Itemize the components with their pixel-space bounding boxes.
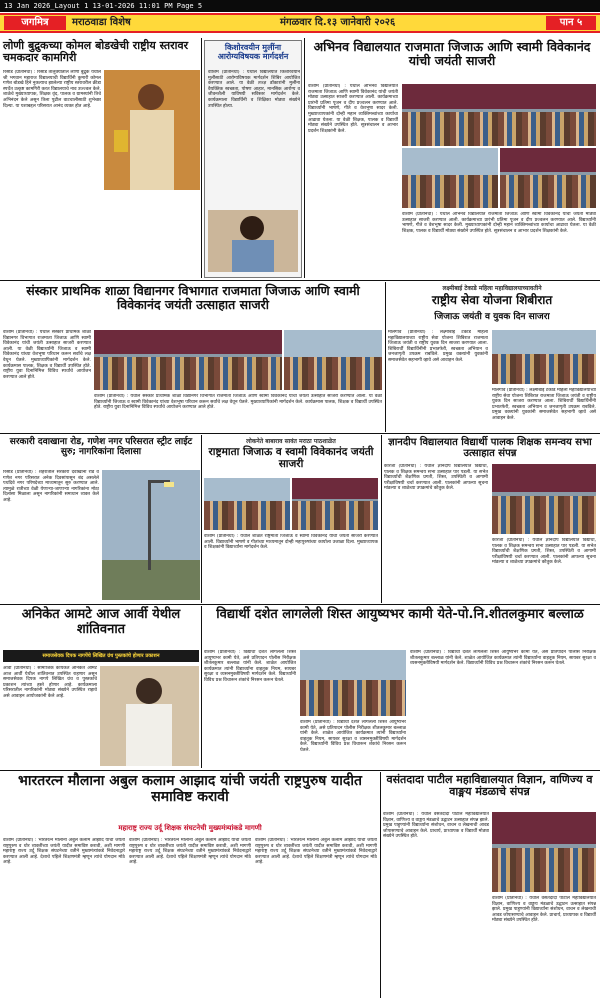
story7-body: वाशीम (प्रतिनिधी) : येथील शाळेत राष्ट्रमाता जिजाऊ व स्वामी विवेकानंद यांची जयंती साजरी करण्यात आली. विद्यार्थ्यांनी भाषणे व गीतांच्या माध्यमातून दोन्ही महापुरुषांच्या कार्याला उजाळा दिला. मुख्याध्यापक व शिक्षकांनी विद्यार्थ्यांना मार्गदर्शन केले. (204, 534, 378, 551)
story4-photo-1 (94, 330, 282, 390)
issue-date: मंगळवार दि.१३ जानेवारी २०२६ (280, 17, 396, 28)
column-rule (385, 282, 386, 432)
story11-body-col3: वाशीम (प्रतिनिधी) : भारतरत्न मौलाना अबुल कलाम आझाद यांची जयंती राष्ट्रपुरुष व थोर व्यक्तींच्या जयंती यादीत समाविष्ट करावी, अशी मागणी महाराष्ट्र राज्य उर्दू शिक्षक संघटनेच्या वतीने मुख्यमंत्र्यांकडे निवेदनाद्वारे करण्यात आली आहे. देशाचे पहिले शिक्षणमंत्री म्हणून त्यांचे योगदान मोठे आहे. (255, 838, 377, 866)
story3-photo-2 (402, 148, 498, 208)
story3-photo-1 (402, 84, 596, 146)
column-rule (201, 606, 202, 768)
story10-headline: विद्यार्थी दशेत लागलेली शिस्त आयुष्यभर कामी येते-पो.नि.शीतलकुमार बल्लाळ (216, 607, 584, 622)
story2-body: वाशिम (प्रतिनिधी) : येथील विद्यालयात किशोरवयीन मुलींसाठी आरोग्यविषयक मार्गदर्शन शिबिर आयोजित करण्यात आले. या वेळी तज्ज्ञ डॉक्टरांनी मुलींना वैयक्तिक स्वच्छता, पोषण आहार, मानसिक आरोग्य व जीवनशैली याविषयी सविस्तर मार्गदर्शन केले. कार्यक्रमाला विद्यार्थिनी व शिक्षिका मोठ्या संख्येने उपस्थित होत्या. (208, 70, 300, 109)
story5-kicker: लक्ष्मीबाई टेकाडे महिला महाविद्यालयाच्यावतीने (442, 285, 542, 292)
story7-photo-1 (204, 478, 290, 530)
story8-headline: ज्ञानदीप विद्यालयात विद्यार्थी पालक शिक्षक समन्वय सभा उत्साहात संपन्न (388, 437, 592, 460)
story5-body-cont: मालेगाव (प्रतिनिधी) : लक्ष्मीबाई टेकाडे महिला महाविद्यालयाच्या राष्ट्रीय सेवा योजना शिबिरात राजमाता जिजाऊ जयंती व राष्ट्रीय युवक दिन साजरा करण्यात आला. शिबिरार्थी विद्यार्थिनींनी प्रभातफेरी, स्वच्छता अभियान व जनजागृती उपक्रम राबविले. प्रमुख वक्त्यांनी युवकांनी समाजसेवेत सहभागी व्हावे असे आवाहन केले. (492, 388, 596, 421)
story12-body-cont: वाशीम (प्रतिनिधी) : येथील वसंतदादा पाटील महाविद्यालयात विज्ञान, वाणिज्य व वाङ्मय मंडळाचे उद्घाटन उत्साहात संपन्न झाले. प्रमुख पाहुण्यांनी विद्यार्थ्यांना संशोधन, वाचन व लेखनाची आवड जोपासण्याचे आवाहन केले. प्राचार्य, प्राध्यापक व विद्यार्थी मोठ्या संख्येने उपस्थित होते. (492, 896, 596, 924)
story12-photo (492, 812, 596, 892)
row-rule (0, 280, 600, 281)
masthead (0, 13, 600, 33)
story3-body-cont: वाशीम (प्रतिनिधी) : येथील अभिनव विद्यालयात राजमाता जिजाऊ आणि स्वामी विवेकानंद यांची जयंती मोठ्या उत्साहात साजरी करण्यात आली. कार्यक्रमाच्या प्रारंभी प्रतिमा पूजन व दीप प्रज्वलन करण्यात आले. विद्यार्थ्यांनी भाषणे, गीते व वेशभूषा सादर केली. मुख्याध्यापकांनी दोन्ही महान व्यक्तिमत्त्वांच्या कार्याचा आढावा घेतला. या वेळी शिक्षक, पालक व विद्यार्थी मोठ्या संख्येने उपस्थित होते. सूत्रसंचालन व आभार प्रदर्शन शिक्षकांनी केले. (402, 212, 596, 234)
story8-body: कारंजा (प्रतिनिधी) : येथील ज्ञानदीप विद्यालयात विद्यार्थी, पालक व शिक्षक समन्वय सभा उत्साहात पार पडली. या सभेत विद्यार्थ्यांची शैक्षणिक प्रगती, शिस्त, उपस्थिती व आगामी परीक्षांविषयी चर्चा करण्यात आली. पालकांनी आपल्या सूचना मांडल्या व शाळेच्या उपक्रमांचे कौतुक केले. (384, 464, 488, 492)
story4-headline: संस्कार प्राथमिक शाळा विद्यानगर विभागात राजमाता जिजाऊ आणि स्वामी विवेकानंद जयंती उत्साहात साजरी (26, 283, 360, 312)
story1-photo (104, 70, 200, 190)
story10-body: वाशीम (प्रतिनिधी) : विद्यार्थी दशेत लागलेली शिस्त आयुष्यभर कामी येते, असे प्रतिपादन पोलीस निरीक्षक शीतलकुमार बल्लाळ यांनी केले. शाळेत आयोजित कार्यक्रमात त्यांनी विद्यार्थ्यांना वाहतूक नियम, सायबर सुरक्षा व व्यसनमुक्तीविषयी मार्गदर्शन केले. विद्यार्थ्यांनी विविध प्रश्न विचारून शंकांचे निरसन करून घेतले. (204, 650, 296, 683)
story4-body-cont: वाशीम (प्रतिनिधी) : येथील संस्कार प्राथमिक शाळा विद्यानगर विभागात राजमाता जिजाऊ आणि स्वामी विवेकानंद यांची जयंती उत्साहात साजरी करण्यात आली. या वेळी विद्यार्थ्यांनी जिजाऊ व स्वामी विवेकानंद यांच्या वेशभूषा परिधान करून सर्वांचे लक्ष वेधून घेतले. मुख्याध्यापिकांनी मार्गदर्शन केले. कार्यक्रमास पालक, शिक्षक व विद्यार्थी उपस्थित होते. राष्ट्रीय युवा दिनानिमित्त विविध स्पर्धांचे आयोजन करण्यात आले होते. (94, 394, 382, 411)
story9-strip: समाजसेवक दिपक नागपेंचे लिखित ग्रंथ पुस्तकांचे होणार प्रकाशन (3, 650, 199, 662)
row-rule (0, 433, 600, 434)
column-rule (380, 772, 381, 998)
story2-headline: किशोरवयीन मुलींना आरोग्यविषयक मार्गदर्शन (217, 43, 289, 61)
story1-headline: लोणी बुद्रुकच्या कोमल बोडखेची राष्ट्रीय स्तरावर चमकदार कामगिरी (3, 39, 189, 65)
page-number: पान ५ (546, 16, 596, 30)
story6-photo (102, 470, 200, 600)
story3-body: वाशीम (प्रतिनिधी) : येथील अभिनव विद्यालयात राजमाता जिजाऊ आणि स्वामी विवेकानंद यांची जयंती मोठ्या उत्साहात साजरी करण्यात आली. कार्यक्रमाच्या प्रारंभी प्रतिमा पूजन व दीप प्रज्वलन करण्यात आले. विद्यार्थ्यांनी भाषणे, गीते व वेशभूषा सादर केली. मुख्याध्यापकांनी दोन्ही महान व्यक्तिमत्त्वांच्या कार्याचा आढावा घेतला. या वेळी शिक्षक, पालक व विद्यार्थी मोठ्या संख्येने उपस्थित होते. सूत्रसंचालन व आभार प्रदर्शन शिक्षकांनी केले. (308, 84, 398, 134)
story3-photo-3 (500, 148, 596, 208)
story12-headline: वसंतदादा पाटील महाविद्यालयात विज्ञान, वाणिज्य व वाङ्मय मंडळाचे संपन्न (386, 773, 593, 799)
story11-body-col2: वाशीम (प्रतिनिधी) : भारतरत्न मौलाना अबुल कलाम आझाद यांची जयंती राष्ट्रपुरुष व थोर व्यक्तींच्या जयंती यादीत समाविष्ट करावी, अशी मागणी महाराष्ट्र राज्य उर्दू शिक्षक संघटनेच्या वतीने मुख्यमंत्र्यांकडे निवेदनाद्वारे करण्यात आली आहे. देशाचे पहिले शिक्षणमंत्री म्हणून त्यांचे योगदान मोठे आहे. (129, 838, 251, 866)
column-rule (201, 435, 202, 603)
story9-photo (100, 666, 199, 766)
row-rule (0, 770, 600, 771)
row-rule (0, 604, 600, 605)
story5-body: मालेगाव (प्रतिनिधी) : लक्ष्मीबाई टेकाडे महिला महाविद्यालयाच्या राष्ट्रीय सेवा योजना शिबिरात राजमाता जिजाऊ जयंती व राष्ट्रीय युवक दिन साजरा करण्यात आला. शिबिरार्थी विद्यार्थिनींनी प्रभातफेरी, स्वच्छता अभियान व जनजागृती उपक्रम राबविले. प्रमुख वक्त्यांनी युवकांनी समाजसेवेत सहभागी व्हावे असे आवाहन केले. (388, 330, 488, 363)
story11-body: वाशीम (प्रतिनिधी) : भारतरत्न मौलाना अबुल कलाम आझाद यांची जयंती राष्ट्रपुरुष व थोर व्यक्तींच्या जयंती यादीत समाविष्ट करावी, अशी मागणी महाराष्ट्र राज्य उर्दू शिक्षक संघटनेच्या वतीने मुख्यमंत्र्यांकडे निवेदनाद्वारे करण्यात आली आहे. देशाचे पहिले शिक्षणमंत्री म्हणून त्यांचे योगदान मोठे आहे. (3, 838, 125, 866)
story5-subhead: जिजाऊ जयंती व युवक दिन साजरा (434, 312, 550, 322)
story7-kicker: लोकनेते बाबाराव सावंत मराठा पाठशाळेत (246, 438, 336, 445)
story9-body: आर्वी (प्रतिनिधी) : सामाजिक कार्यकर्ते अनिकेत आमटे आज आर्वी येथील शांतिवनात उपस्थित राहणार असून समाजसेवक दिपक नागपे लिखित ग्रंथ व पुस्तकांचे प्रकाशन त्यांच्या हस्ते होणार आहे. कार्यक्रमाला परिसरातील नागरिकांनी मोठ्या संख्येने उपस्थित राहावे असे आवाहन आयोजकांनी केले आहे. (3, 666, 97, 699)
story7-headline: राष्ट्रमाता जिजाऊ व स्वामी विवेकानंद जयंती साजरी (208, 446, 374, 470)
print-slug: 13 Jan 2026_Layout 1 13-01-2026 11:01 PM Page 5 (0, 0, 600, 12)
story5-headline: राष्ट्रीय सेवा योजना शिबीरात (431, 293, 553, 307)
story1-body: रिसोड (प्रतिनिधी) : रिसोड तालुक्यातील लोणी बुद्रुक येथील श्री भगवान महाराज विद्यालयाची विद्यार्थिनी कुमारी कोमल गणेश बोडखे हिने नुकत्याच झालेल्या राष्ट्रीय स्तरावरील क्रीडा स्पर्धेत उत्कृष्ट कामगिरी करत विद्यालयाचे नाव उज्ज्वल केले. शाळेचे मुख्याध्यापक, शिक्षक वृंद, पालक व ग्रामस्थांनी तिचे अभिनंदन केले असून तिला पुढील वाटचालीसाठी शुभेच्छा दिल्या. या यशाबद्दल परिसरात आनंद व्यक्त होत आहे. (3, 70, 101, 109)
story11-headline: भारतरत्न मौलाना अबुल कलाम आझाद यांची जयंती राष्ट्रपुरुष यादीत समाविष्ट करावी (18, 773, 362, 805)
column-rule (381, 435, 382, 603)
story12-body: वाशीम (प्रतिनिधी) : येथील वसंतदादा पाटील महाविद्यालयात विज्ञान, वाणिज्य व वाङ्मय मंडळाचे उद्घाटन उत्साहात संपन्न झाले. प्रमुख पाहुण्यांनी विद्यार्थ्यांना संशोधन, वाचन व लेखनाची आवड जोपासण्याचे आवाहन केले. प्राचार्य, प्राध्यापक व विद्यार्थी मोठ्या संख्येने उपस्थित होते. (383, 812, 489, 840)
column-rule (201, 38, 202, 278)
story6-headline: सरकारी दवाखाना रोड, गणेश नगर परिसरात स्ट्रीट लाईट सुरु; नागरिकांना दिलासा (9, 437, 193, 458)
story9-headline: अनिकेत आमटे आज आर्वी येथील शांतिवनात (21, 607, 181, 637)
story8-photo (492, 464, 596, 534)
story11-strip: महाराष्ट्र राज्य उर्दू शिक्षक संघटनेची मुख्यमंत्र्यांकडे मागणी (30, 822, 350, 834)
story8-body-cont: कारंजा (प्रतिनिधी) : येथील ज्ञानदीप विद्यालयात विद्यार्थी, पालक व शिक्षक समन्वय सभा उत्साहात पार पडली. या सभेत विद्यार्थ्यांची शैक्षणिक प्रगती, शिस्त, उपस्थिती व आगामी परीक्षांविषयी चर्चा करण्यात आली. पालकांनी आपल्या सूचना मांडल्या व शाळेच्या उपक्रमांचे कौतुक केले. (492, 538, 596, 566)
brand-logo: जगमित्र (4, 16, 66, 30)
story10-photo (300, 650, 406, 716)
story3-headline: अभिनव विद्यालयात राजमाता जिजाऊ आणि स्वामी विवेकानंद यांची जयंती साजरी (313, 39, 591, 68)
story4-photo-2 (284, 330, 382, 390)
story4-body: वाशीम (प्रतिनिधी) : येथील संस्कार प्राथमिक शाळा विद्यानगर विभागात राजमाता जिजाऊ आणि स्वामी विवेकानंद यांची जयंती उत्साहात साजरी करण्यात आली. या वेळी विद्यार्थ्यांनी जिजाऊ व स्वामी विवेकानंद यांच्या वेशभूषा परिधान करून सर्वांचे लक्ष वेधून घेतले. मुख्याध्यापिकांनी मार्गदर्शन केले. कार्यक्रमास पालक, शिक्षक व विद्यार्थी उपस्थित होते. राष्ट्रीय युवा दिनानिमित्त विविध स्पर्धांचे आयोजन करण्यात आले होते. (3, 330, 91, 380)
story5-photo (492, 330, 596, 384)
column-rule (304, 38, 305, 278)
story6-body: रिसोड (प्रतिनिधी) : शहरातील सरकारी दवाखाना रोड व गणेश नगर परिसरात अनेक दिवसांपासून बंद असलेले पथदिवे नगर परिषदेच्या माध्यमातून सुरु करण्यात आले. त्यामुळे रात्रीच्या वेळी येणाऱ्या-जाणाऱ्या नागरिकांना मोठा दिलासा मिळाला असून नागरिकांनी समाधान व्यक्त केले आहे. (3, 470, 99, 503)
story7-photo-2 (292, 478, 378, 530)
story10-body-col3: वाशीम (प्रतिनिधी) : विद्यार्थी दशेत लागलेली शिस्त आयुष्यभर कामी येते, असे प्रतिपादन पोलीस निरीक्षक शीतलकुमार बल्लाळ यांनी केले. शाळेत आयोजित कार्यक्रमात त्यांनी विद्यार्थ्यांना वाहतूक नियम, सायबर सुरक्षा व व्यसनमुक्तीविषयी मार्गदर्शन केले. विद्यार्थ्यांनी विविध प्रश्न विचारून शंकांचे निरसन करून घेतले. (410, 650, 596, 667)
story10-body-cont: वाशीम (प्रतिनिधी) : विद्यार्थी दशेत लागलेली शिस्त आयुष्यभर कामी येते, असे प्रतिपादन पोलीस निरीक्षक शीतलकुमार बल्लाळ यांनी केले. शाळेत आयोजित कार्यक्रमात त्यांनी विद्यार्थ्यांना वाहतूक नियम, सायबर सुरक्षा व व्यसनमुक्तीविषयी मार्गदर्शन केले. विद्यार्थ्यांनी विविध प्रश्न विचारून शंकांचे निरसन करून घेतले. (300, 720, 406, 753)
story2-photo (208, 210, 298, 272)
section-title: मराठवाडा विशेष (72, 17, 131, 28)
